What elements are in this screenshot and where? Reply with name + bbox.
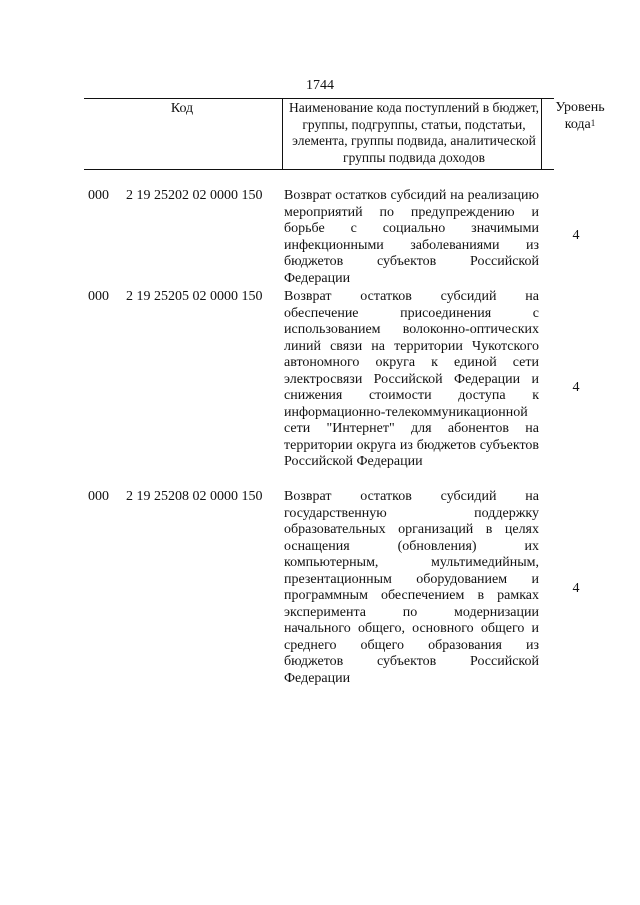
header-level-label: Уровень кода [555, 100, 605, 132]
income-code: 2 19 25208 02 0000 150 [126, 489, 263, 504]
table-header [84, 98, 605, 170]
income-name: Возврат остатков субсидий на реализацию мероприятий по предупреждению и борьбе с социально значимыми инфекционными заболеваниями из бюджетов субъектов Российской Федерации [284, 188, 539, 286]
code-level: 4 [572, 228, 580, 243]
income-code: 2 19 25202 02 0000 150 [126, 188, 263, 203]
header-name: Наименование кода поступлений в бюджет, группы, подгруппы, статьи, подстатьи, элемента, группы подвида, аналитической группы подвида доходов [288, 100, 539, 165]
code-level: 4 [572, 581, 580, 596]
page-number: 1744 [306, 78, 334, 93]
income-name: Возврат остатков субсидий на обеспечение присоединения с использованием волоконно-оптических линий связи на территории Чукотского автономного округа к единой сети электросвязи Российской Федерации и снижения стоимости доступа к информационно-телекоммуникационной сети "Интернет" для абонентов на территории округа из бюджетов субъектов Российской Федерации [284, 289, 539, 469]
income-code: 2 19 25205 02 0000 150 [126, 289, 263, 304]
code-level: 4 [572, 380, 580, 395]
header-level-footnote: 1 [590, 117, 596, 128]
admin-code: 000 [88, 188, 109, 203]
header-code: Код [170, 101, 194, 116]
income-name: Возврат остатков субсидий на государственную поддержку образовательных организаций в целях оснащения (обновления) их компьютерным, мультимедийным, презентационным оборудованием и программным обеспечением в рамках эксперимента по модернизации начального общего, основного общего и среднего общего образования из бюджетов субъектов Российской Федерации [284, 489, 539, 686]
header-level [541, 100, 619, 133]
admin-code: 000 [88, 289, 109, 304]
admin-code: 000 [88, 489, 109, 504]
